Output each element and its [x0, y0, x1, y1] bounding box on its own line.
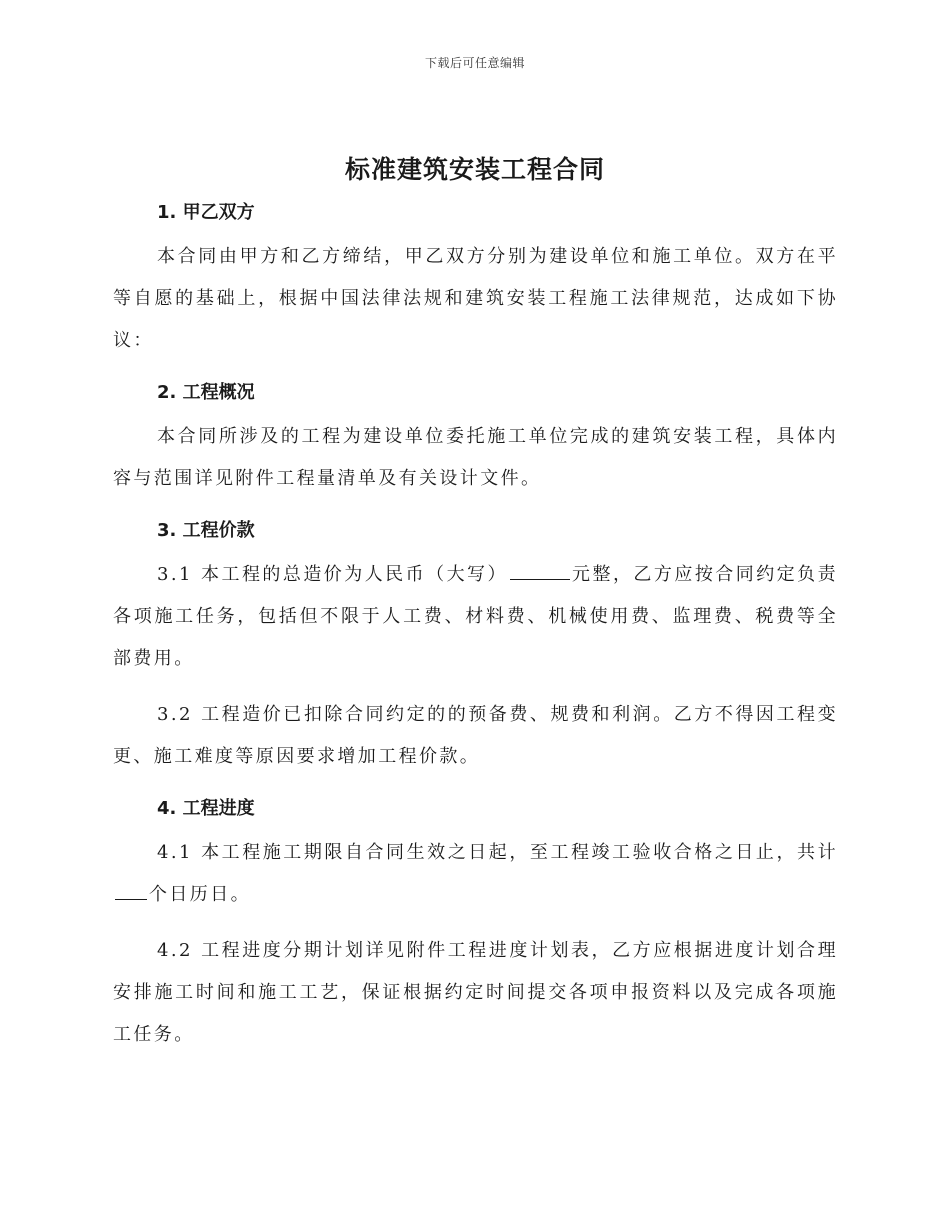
section-1-paragraph: 本合同由甲方和乙方缔结，甲乙双方分别为建设单位和施工单位。双方在平等自愿的基础上，根据中国法律法规和建筑安装工程施工法律规范，达成如下协议： — [113, 246, 838, 351]
clause-3-1-text-after: 元整，乙方应按合同约定负责各项施工任务，包括但不限于人工费、材料费、机械使用费、监理费、税费等全部费用。 — [113, 564, 838, 669]
duration-days-blank — [115, 881, 147, 900]
section-4-2-paragraph: 4.2 工程进度分期计划详见附件工程进度计划表，乙方应根据进度计划合理安排施工时间和施工工艺，保证根据约定时间提交各项申报资料以及完成各项施工任务。 — [113, 940, 838, 1045]
clause-4-1-text-before: 4.1 本工程施工期限自合同生效之日起，至工程竣工验收合格之日止，共计 — [157, 842, 838, 863]
document-body — [113, 194, 838, 1070]
section-heading-4: 4. 工程进度 — [157, 798, 255, 819]
section-heading-1: 1. 甲乙双方 — [157, 202, 255, 223]
section-3-2-paragraph: 3.2 工程造价已扣除合同约定的的预备费、规费和利润。乙方不得因工程变更、施工难度等原因要求增加工程价款。 — [113, 704, 838, 767]
document-title: 标准建筑安装工程合同 — [344, 155, 605, 184]
clause-4-1-text-after: 个日历日。 — [149, 884, 251, 905]
section-4-1-paragraph — [113, 832, 838, 916]
page-header: 下载后可任意编辑 — [424, 56, 525, 70]
section-heading-2: 2. 工程概况 — [157, 382, 255, 403]
clause-3-1-text-before: 3.1 本工程的总造价为人民币（大写） — [157, 564, 508, 585]
section-heading-3: 3. 工程价款 — [157, 520, 255, 541]
total-price-blank — [510, 561, 570, 580]
section-2-paragraph: 本合同所涉及的工程为建设单位委托施工单位完成的建筑安装工程，具体内容与范围详见附件工程量清单及有关设计文件。 — [113, 426, 838, 489]
section-3-1-paragraph — [113, 554, 838, 680]
